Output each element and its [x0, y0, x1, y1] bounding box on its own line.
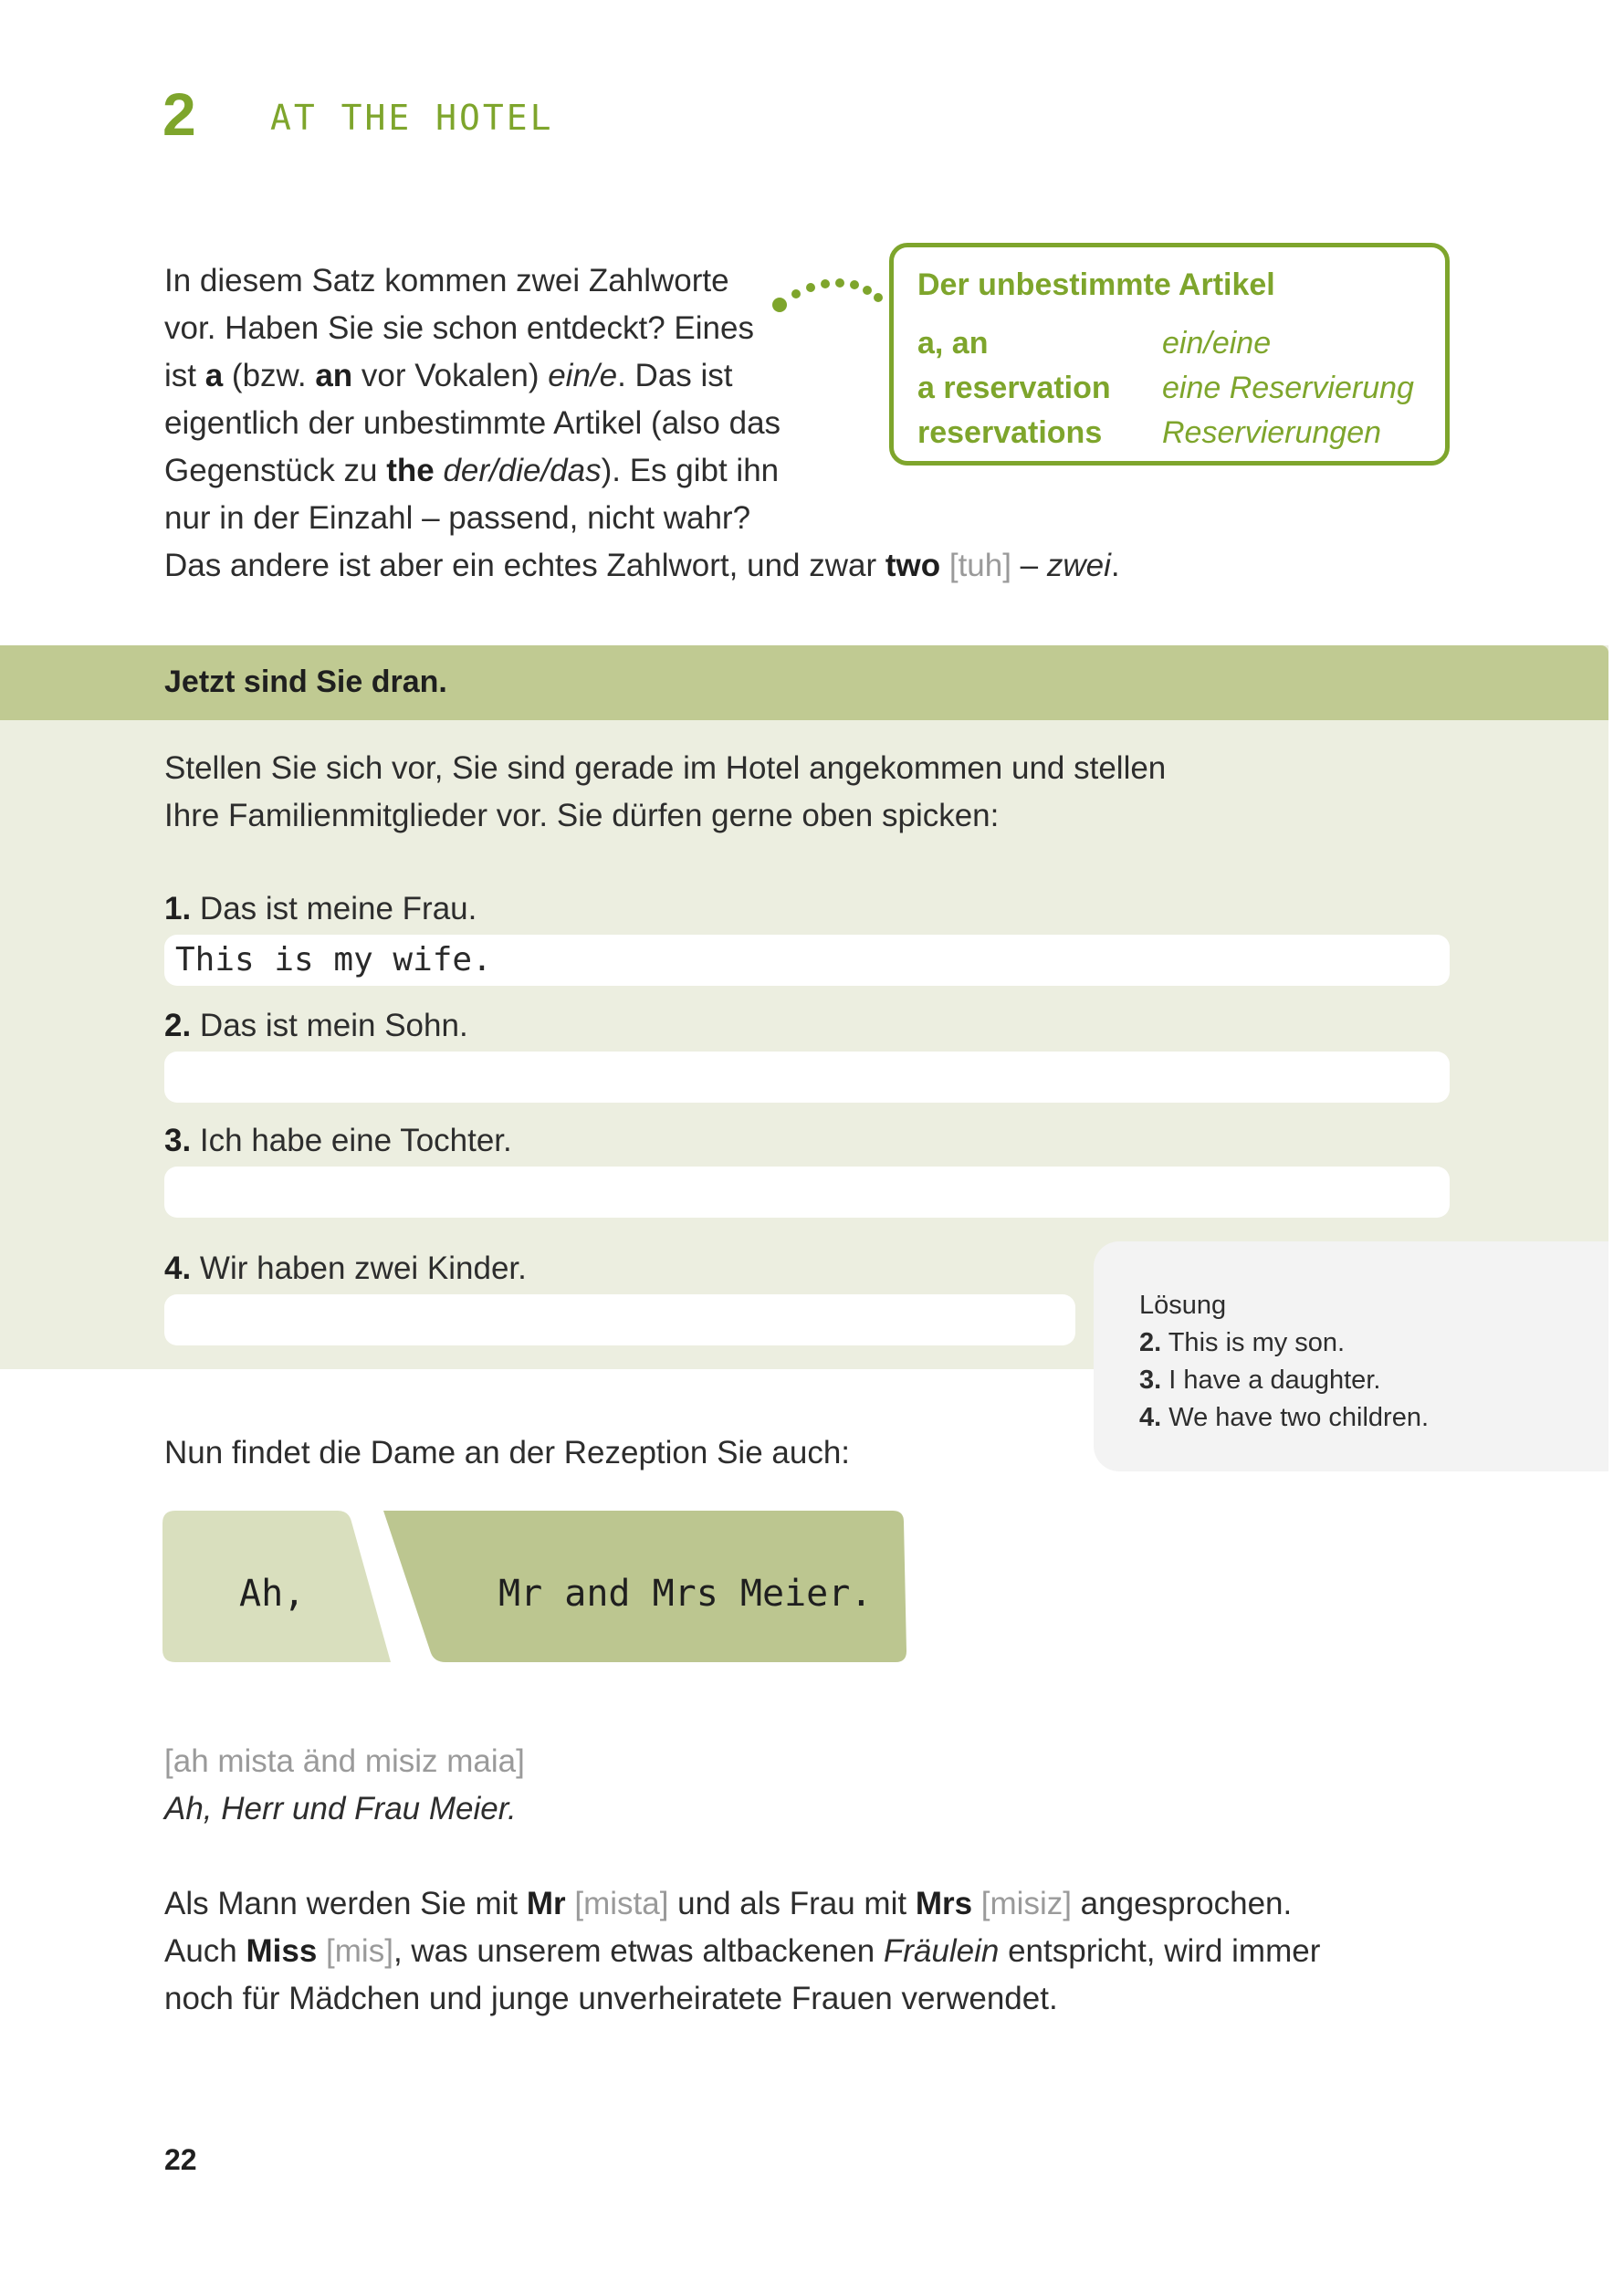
info-german: ein/eine — [1162, 326, 1272, 361]
solution-text: We have two children. — [1161, 1403, 1430, 1432]
question-1 — [164, 891, 477, 927]
solution-text: This is my son. — [1161, 1328, 1346, 1357]
exercise-title: Jetzt sind Sie dran. — [164, 665, 447, 699]
question-text: Das ist mein Sohn. — [191, 1008, 468, 1043]
info-english: reservations — [917, 415, 1103, 450]
info-german: eine Reservierung — [1162, 371, 1414, 405]
translation-span: ein/e — [548, 358, 618, 393]
exercise-instruction: Stellen Sie sich vor, Sie sind gerade im Hotel angekommen und stellen — [164, 750, 1167, 786]
text-span — [566, 1886, 575, 1921]
text-span — [317, 1933, 326, 1969]
text-span: angesprochen. — [1071, 1886, 1293, 1921]
question-text: Wir haben zwei Kinder. — [191, 1251, 527, 1286]
question-4 — [164, 1251, 527, 1287]
text-span: . — [1110, 548, 1120, 583]
text-span: , was unserem etwas altbackenen — [393, 1933, 884, 1969]
text-span: Als Mann werden Sie mit — [164, 1886, 527, 1921]
text-span: Gegenstück zu — [164, 453, 387, 488]
pronunciation: [ah mista änd misiz maia] — [164, 1743, 525, 1779]
info-english: a reservation — [917, 371, 1111, 405]
exercise-instruction: Ihre Familienmitglieder vor. Sie dürfen gerne oben spicken: — [164, 798, 1000, 833]
reception-intro: Nun findet die Dame an der Rezeption Sie auch: — [164, 1435, 851, 1470]
term-mrs: Mrs — [915, 1886, 973, 1921]
term-miss: Miss — [246, 1933, 318, 1969]
term-a: a — [204, 358, 224, 393]
question-number: 2. — [164, 1008, 192, 1043]
text-span: Das andere ist aber ein echtes Zahlwort, und zwar — [164, 548, 885, 583]
question-number: 4. — [164, 1251, 192, 1286]
info-german: Reservierungen — [1162, 415, 1382, 450]
question-2 — [164, 1008, 468, 1044]
answer-field-2[interactable] — [164, 1052, 1450, 1103]
info-english: a, an — [917, 326, 989, 361]
solution-number: 2. — [1139, 1328, 1162, 1357]
question-number: 3. — [164, 1123, 192, 1158]
text-span — [972, 1886, 981, 1921]
solution-item — [1139, 1403, 1429, 1433]
intro-line: vor. Haben Sie sie schon entdeckt? Eines — [164, 310, 754, 346]
speech-part-2: Mr and Mrs Meier. — [498, 1573, 873, 1615]
term-an: an — [315, 358, 353, 393]
intro-line: nur in der Einzahl – passend, nicht wahr? — [164, 500, 751, 536]
closing-line — [164, 1928, 1320, 1975]
text-span: . Das ist — [617, 358, 733, 393]
text-span: und als Frau mit — [668, 1886, 916, 1921]
solution-item — [1139, 1328, 1345, 1358]
pronunciation-span: [tuh] — [948, 548, 1011, 583]
solution-title: Lösung — [1139, 1291, 1227, 1320]
text-span: – — [1011, 548, 1047, 583]
term-two: two — [885, 548, 941, 583]
chapter-title: AT THE HOTEL — [270, 98, 554, 138]
page-number: 22 — [164, 2143, 197, 2176]
text-span: entspricht, wird immer — [999, 1933, 1321, 1969]
translation-span: der/die/das — [443, 453, 602, 488]
answer-field-4[interactable] — [164, 1294, 1075, 1345]
pronunciation-span: [mis] — [326, 1933, 393, 1969]
intro-line — [164, 352, 733, 400]
translation-span: zwei — [1046, 548, 1111, 583]
text-span: ist — [164, 358, 205, 393]
text-span: ). Es gibt ihn — [601, 453, 780, 488]
info-row — [917, 415, 1381, 451]
dotted-connector-icon — [767, 265, 895, 319]
solution-box — [1094, 1241, 1608, 1471]
question-number: 1. — [164, 891, 192, 926]
translation: Ah, Herr und Frau Meier. — [164, 1791, 517, 1826]
text-span — [940, 548, 949, 583]
question-text: Ich habe eine Tochter. — [191, 1123, 512, 1158]
translation-span: Fräulein — [883, 1933, 1000, 1969]
solution-number: 3. — [1139, 1366, 1162, 1395]
solution-item — [1139, 1366, 1380, 1396]
intro-line — [164, 447, 779, 495]
info-box-title: Der unbestimmte Artikel — [917, 267, 1275, 302]
info-row — [917, 326, 1271, 361]
solution-number: 4. — [1139, 1403, 1162, 1432]
text-span — [435, 453, 444, 488]
text-span: Auch — [164, 1933, 246, 1969]
text-span: vor Vokalen) — [352, 358, 549, 393]
intro-line: eigentlich der unbestimmte Artikel (also das — [164, 405, 781, 441]
closing-line — [164, 1880, 1292, 1928]
chapter-number: 2 — [162, 80, 196, 148]
closing-line: noch für Mädchen und junge unverheiratete Frauen verwendet. — [164, 1981, 1058, 2016]
speech-part-1: Ah, — [239, 1573, 306, 1615]
question-3 — [164, 1123, 512, 1159]
answer-field-3[interactable] — [164, 1167, 1450, 1218]
intro-line: In diesem Satz kommen zwei Zahlworte — [164, 263, 729, 298]
term-the: the — [386, 453, 435, 488]
intro-line — [164, 542, 1120, 590]
answer-field-1[interactable]: This is my wife. — [164, 935, 1450, 986]
pronunciation-span: [mista] — [574, 1886, 669, 1921]
question-text: Das ist meine Frau. — [191, 891, 477, 926]
info-box — [889, 243, 1450, 466]
info-row — [917, 371, 1414, 406]
term-mr: Mr — [526, 1886, 566, 1921]
text-span: (bzw. — [223, 358, 316, 393]
pronunciation-span: [misiz] — [980, 1886, 1072, 1921]
solution-text: I have a daughter. — [1161, 1366, 1381, 1395]
